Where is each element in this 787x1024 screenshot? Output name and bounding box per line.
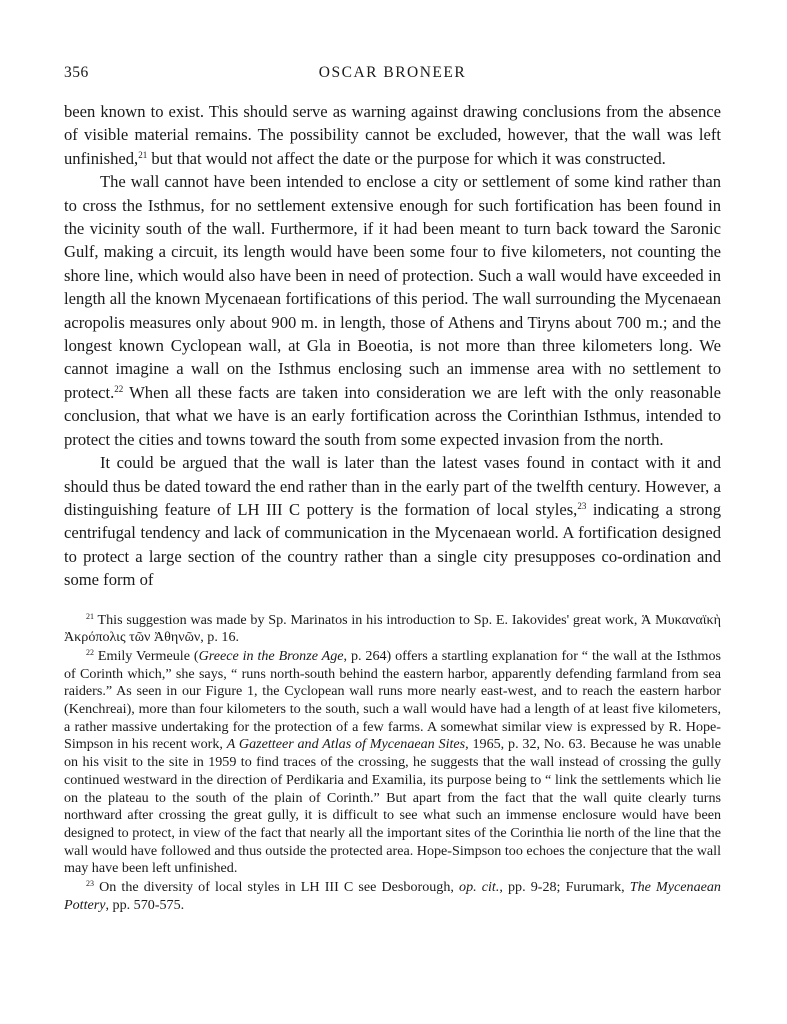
- footnote-21-text-a: This suggestion was made by Sp. Marinatos in his introduction to Sp. E. Iakovides' great work,: [94, 611, 642, 628]
- body-text: [64, 100, 721, 592]
- footnotes: [64, 612, 721, 915]
- footnote-21-text-b: , p. 16.: [200, 629, 240, 646]
- paragraph-1-text-b: but that would not affect the date or the purpose for which it was constructed.: [147, 148, 666, 168]
- footnote-21: [64, 612, 721, 647]
- running-header: [64, 60, 721, 84]
- footnote-22-book-title-2: A Gazetteer and Atlas of Mycenaean Sites: [226, 736, 466, 753]
- footnote-ref-23: 23: [577, 500, 587, 511]
- footnote-21-number: 21: [86, 611, 94, 621]
- running-head-author: OSCAR BRONEER: [318, 64, 467, 81]
- paragraph-2-text-b: When all these facts are taken into consideration we are left with the only reasonable conclusion, that what we have is an early fortification across the Corinthian Isthmus, intended to protect the cities and towns toward the south from some expected invasion from the north.: [64, 382, 721, 449]
- footnote-23-op-cit: op. cit.: [459, 879, 500, 896]
- paragraph-2: [64, 170, 721, 451]
- footnote-23: [64, 879, 721, 914]
- footnote-23-text-b: , pp. 9-28; Furumark,: [499, 879, 630, 896]
- footnote-23-book-title: The Mycenaean Pottery: [64, 879, 721, 913]
- footnote-22-book-title-1: Greece in the Bronze Age: [198, 647, 344, 664]
- page-number: 356: [64, 64, 89, 81]
- footnote-23-text-c: , pp. 570-575.: [105, 896, 185, 913]
- footnote-ref-22: 22: [114, 383, 124, 394]
- paragraph-1-text-a: been known to exist. This should serve as warning against drawing conclusions from the absence of visible material remains. The possibility cannot be excluded, however, that the wall was left unfinished,: [64, 102, 721, 168]
- footnote-22-text-a: Emily Vermeule (: [94, 647, 199, 664]
- paragraph-1: [64, 100, 721, 170]
- footnote-22-number: 22: [86, 647, 94, 657]
- paragraph-3: [64, 451, 721, 591]
- paragraph-2-text-a: The wall cannot have been intended to enclose a city or settlement of some kind rather than to cross the Isthmus, for no settlement extensive enough for such fortification has been found in the vicinity south of the wall. Furthermore, if it had been meant to turn back toward the Saronic Gulf, making a circuit, its length would have been some four to five kilometers, not counting the shore line, which would also have been in need of protection. Such a wall would have exceeded in length all the known Mycenaean fortifications of this period. The wall surrounding the Mycenaean acropolis measures only about 900 m. in length, those of Athens and Tiryns about 700 m.; and the longest known Cyclopean wall, at Gla in Boeotia, is not more than three kilometers long. We cannot imagine a wall on the Isthmus enclosing such an immense area with no settlement to protect.: [64, 172, 721, 402]
- footnote-22-text-c: , 1965, p. 32, No. 63. Because he was unable on his visit to the site in 1959 to find traces of the crossing, he suggests that the wall instead of crossing the gully continued westward in the direction of Perdikaria and Examilia, its purpose being to “ link the settlements which lie on the plateau to the south of the plain of Corinth.” But apart from the fact that the wall quite clearly turns northward after crossing the great gully, it is difficult to see what such an immense enclosure would have been designed to protect, in view of the fact that nearly all the important sites of the Corinthia lie north of the line that the wall would have followed and thus outside the protected area. Hope-Simpson too echoes the conjecture that the wall may have been left unfinished.: [64, 736, 721, 877]
- paragraph-3-text-b: indicating a strong centrifugal tendency and lack of communication in the Mycenaean world. A fortification designed to protect a large section of the country rather than a single city presupposes co-ordination and some form of: [64, 499, 721, 590]
- footnote-21-greek-title: Ἁ Μυκαναϊκὴ Ἀκρόπολις τῶν Ἀθηνῶν: [64, 611, 721, 646]
- footnote-22: [64, 648, 721, 878]
- footnote-22-text-b: , p. 264) offers a startling explanation for “ the wall at the Isthmos of Corinth which,” she says, “ runs north-south behind the eastern harbor, apparently defending farmland from sea raiders.” As seen in our Figure 1, the Cyclopean wall runs more nearly east-west, and to reach the eastern harbor (Kenchreai), more than four kilometers to the south, such a wall would have had a length of at least five kilometers, a rather massive undertaking for the protection of a few farms. A somewhat similar view is expressed by R. Hope-Simpson in his recent work,: [64, 647, 722, 753]
- page: [64, 60, 721, 915]
- footnote-23-text-a: On the diversity of local styles in LH III C see Desborough,: [94, 879, 460, 896]
- footnote-ref-21: 21: [138, 149, 148, 160]
- paragraph-3-text-a: It could be argued that the wall is later than the latest vases found in contact with it and should thus be dated toward the end rather than in the early part of the twelfth century. However, a distinguishing feature of LH III C pottery is the formation of local styles,: [64, 453, 721, 519]
- footnote-23-number: 23: [86, 879, 94, 889]
